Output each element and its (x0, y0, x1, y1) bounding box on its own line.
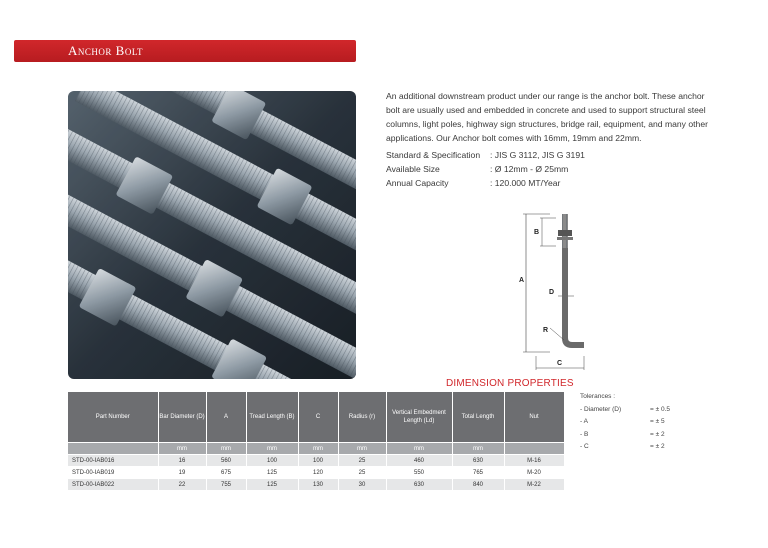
table-cell: 550 (386, 467, 452, 479)
table-cell: M-16 (504, 455, 564, 467)
diagram-label-a: A (519, 277, 525, 284)
table-units-row (68, 443, 564, 455)
table-cell: 765 (452, 467, 504, 479)
table-row (68, 479, 564, 491)
tolerance-row (580, 441, 670, 454)
column-header: Nut (504, 392, 564, 443)
spec-value: : Ø 12mm - Ø 25mm (490, 164, 569, 174)
table-cell: 755 (206, 479, 246, 491)
table-cell: 840 (452, 479, 504, 491)
section-banner (14, 40, 356, 62)
diagram-label-r: R (543, 327, 549, 334)
unit-cell (68, 443, 158, 455)
spec-list (386, 148, 585, 190)
table-cell: 130 (298, 479, 338, 491)
column-header: A (206, 392, 246, 443)
column-header: Bar Diameter (D) (158, 392, 206, 443)
tolerances-title: Tolerances : (580, 393, 616, 400)
column-header: Total Length (452, 392, 504, 443)
spec-value: : JIS G 3112, JIS G 3191 (490, 150, 585, 160)
table-cell: 16 (158, 455, 206, 467)
tolerances-list (580, 391, 670, 454)
table-cell: M-22 (504, 479, 564, 491)
unit-cell: mm (386, 443, 452, 455)
spec-value: : 120.000 MT/Year (490, 178, 561, 188)
diagram-label-d: D (549, 289, 555, 296)
tolerance-row (580, 416, 670, 429)
column-header: C (298, 392, 338, 443)
dimension-table (68, 392, 565, 490)
table-cell: 19 (158, 467, 206, 479)
table-cell: 675 (206, 467, 246, 479)
spec-row (386, 162, 585, 176)
tolerance-label: - C (580, 443, 589, 450)
tolerance-row (580, 429, 670, 442)
section-title: Anchor Bolt (68, 43, 143, 58)
table-cell: 100 (298, 455, 338, 467)
diagram-label-b: B (534, 229, 540, 236)
table-header-row (68, 392, 564, 443)
tolerance-label: - Diameter (D) (580, 405, 622, 413)
tolerance-row (580, 404, 670, 417)
table-cell: 125 (246, 479, 298, 491)
product-description: An additional downstream product under our range is the anchor bolt. These anchor bolt are usually used and embedded in concrete and used to support structural steel columns, light poles, highway sign structures, bridge rail, equipment, and many other applications. Our Anchor bolt comes with 16mm, 19mm and 22mm. (386, 91, 708, 143)
column-header: Vertical Embedment Length (Ld) (386, 392, 452, 443)
table-cell: 30 (338, 479, 386, 491)
unit-cell (504, 443, 564, 455)
spec-row (386, 148, 585, 162)
table-cell: STD-00-IAB016 (68, 455, 158, 467)
dimension-properties-title: DIMENSION PROPERTIES (446, 378, 574, 389)
unit-cell: mm (452, 443, 504, 455)
spec-row (386, 176, 585, 190)
unit-cell: mm (338, 443, 386, 455)
unit-cell: mm (158, 443, 206, 455)
table-cell: STD-00-IAB022 (68, 479, 158, 491)
column-header: Radius (r) (338, 392, 386, 443)
tolerance-value: = ± 0.5 (650, 405, 671, 413)
column-header: Tread Length (B) (246, 392, 298, 443)
table-cell: 560 (206, 455, 246, 467)
table-cell: M-20 (504, 467, 564, 479)
column-header: Part Number (68, 392, 158, 443)
table-cell: 25 (338, 467, 386, 479)
table-cell: 100 (246, 455, 298, 467)
tolerance-value: = ± 2 (650, 443, 665, 450)
unit-cell: mm (298, 443, 338, 455)
diagram-label-c: C (557, 360, 563, 367)
anchor-bolt-diagram (510, 210, 590, 370)
table-cell: 630 (386, 479, 452, 491)
tolerance-label: - A (580, 418, 588, 425)
spec-label: Available Size (386, 164, 440, 174)
spec-label: Standard & Specification (386, 150, 481, 160)
table-cell: 22 (158, 479, 206, 491)
table-cell: STD-00-IAB019 (68, 467, 158, 479)
tolerance-value: = ± 5 (650, 418, 665, 425)
tolerance-value: = ± 2 (650, 430, 665, 438)
table-cell: 460 (386, 455, 452, 467)
table-cell: 630 (452, 455, 504, 467)
tolerance-label: - B (580, 430, 589, 438)
table-cell: 25 (338, 455, 386, 467)
table-cell: 125 (246, 467, 298, 479)
table-row (68, 467, 564, 479)
unit-cell: mm (206, 443, 246, 455)
table-row (68, 455, 564, 467)
spec-label: Annual Capacity (386, 178, 449, 188)
unit-cell: mm (246, 443, 298, 455)
table-cell: 120 (298, 467, 338, 479)
anchor-bolt-photo (68, 91, 356, 379)
